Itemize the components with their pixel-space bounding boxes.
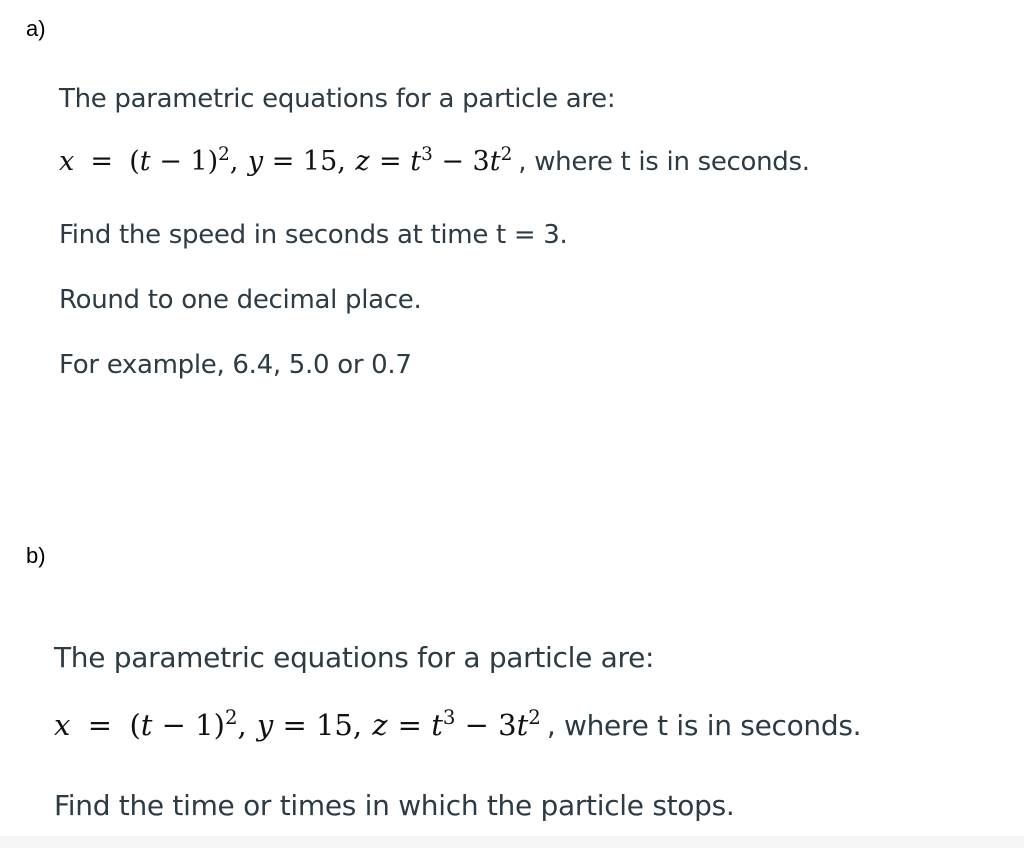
part-a-label: a) xyxy=(26,16,46,41)
part-b-equation xyxy=(54,708,861,742)
equation-tail: , where t is in seconds. xyxy=(518,147,810,177)
equation-math: $x = (t - 1)^2$, y = 15, $z = t^3 - 3t^2$ xyxy=(54,706,541,742)
part-a-question: Find the speed in seconds at time t = 3. xyxy=(59,220,568,250)
part-b-label: b) xyxy=(26,543,46,568)
equation-tail: , where t is in seconds. xyxy=(546,709,862,742)
part-b-question: Find the time or times in which the particle stops. xyxy=(54,789,735,822)
bottom-divider xyxy=(0,836,1024,848)
part-a-rounding: Round to one decimal place. xyxy=(59,285,422,315)
part-a-example: For example, 6.4, 5.0 or 0.7 xyxy=(59,350,412,380)
part-b-intro: The parametric equations for a particle are: xyxy=(54,641,655,674)
part-a-equation xyxy=(59,143,810,177)
part-a-intro: The parametric equations for a particle are: xyxy=(59,84,616,114)
equation-math: $x = (t - 1)^2$, y = 15, $z = t^3 - 3t^2$ xyxy=(59,143,513,177)
